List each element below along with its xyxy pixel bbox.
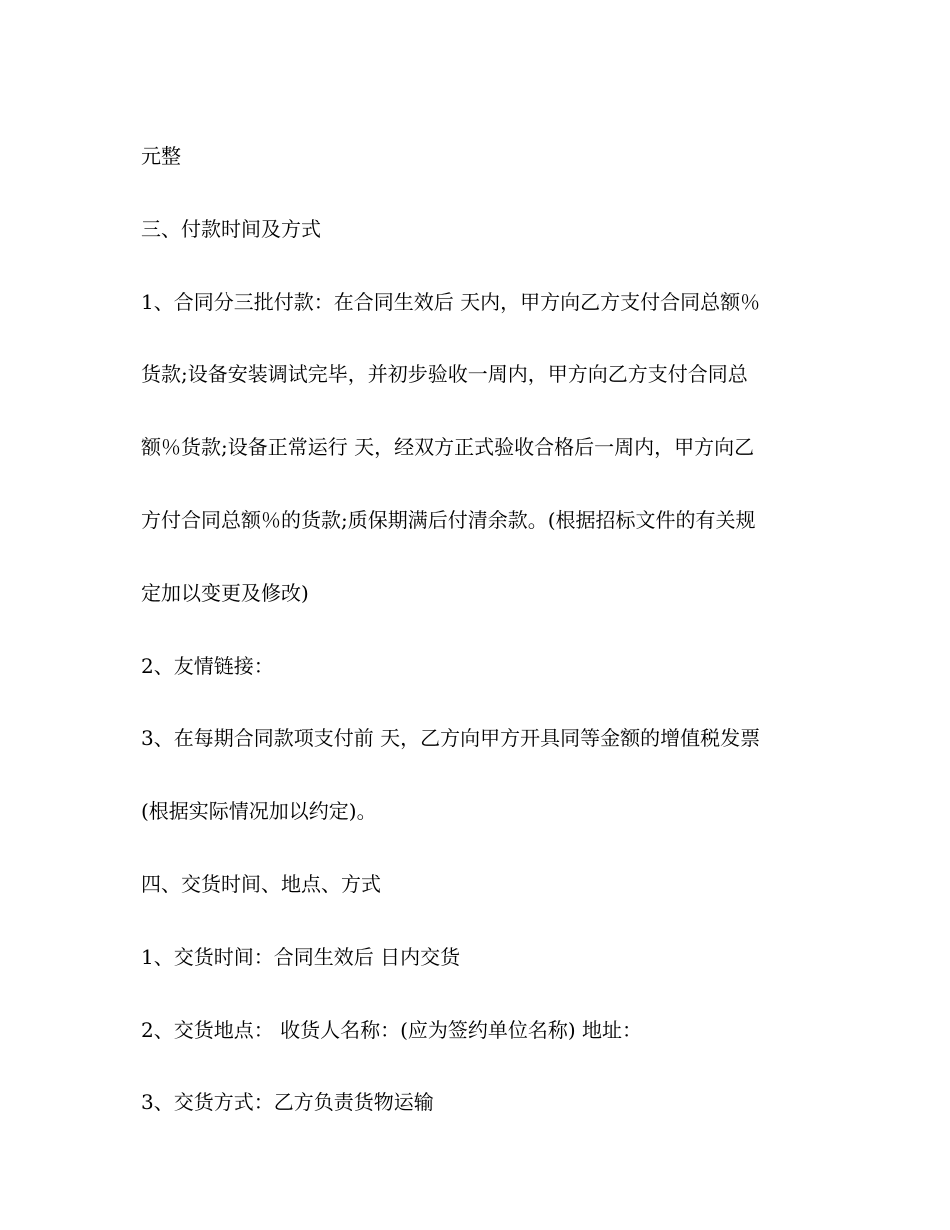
payment-clause-1-line-5: 定加以变更及修改) [141,580,309,605]
amount-suffix-line: 元整 [141,144,181,168]
payment-clause-2: 2、友情链接： [141,653,274,678]
delivery-clause-place: 2、交货地点： 收货人名称：(应为签约单位名称) 地址： [141,1017,643,1042]
payment-clause-1-line-3: 额％货款;设备正常运行 天，经双方正式验收合格后一周内，甲方向乙 [141,435,755,460]
payment-clause-1-line-4: 方付合同总额％的货款;质保期满后付清余款。(根据招标文件的有关规 [141,507,756,532]
payment-clause-3-line-2: (根据实际情况加以约定)。 [141,799,377,824]
payment-clause-1-line-1: 1、合同分三批付款：在合同生效后 天内，甲方向乙方支付合同总额％ [141,289,761,314]
section-heading-payment: 三、付款时间及方式 [141,216,321,241]
payment-clause-3-line-1: 3、在每期合同款项支付前 天，乙方向甲方开具同等金额的增值税发票 [141,726,761,751]
section-heading-delivery: 四、交货时间、地点、方式 [141,871,381,896]
delivery-clause-time: 1、交货时间：合同生效后 日内交货 [141,944,461,969]
delivery-clause-method: 3、交货方式：乙方负责货物运输 [141,1090,434,1115]
document-body [141,120,821,1139]
payment-clause-1-line-2: 货款;设备安装调试完毕，并初步验收一周内，甲方向乙方支付合同总 [141,362,748,387]
